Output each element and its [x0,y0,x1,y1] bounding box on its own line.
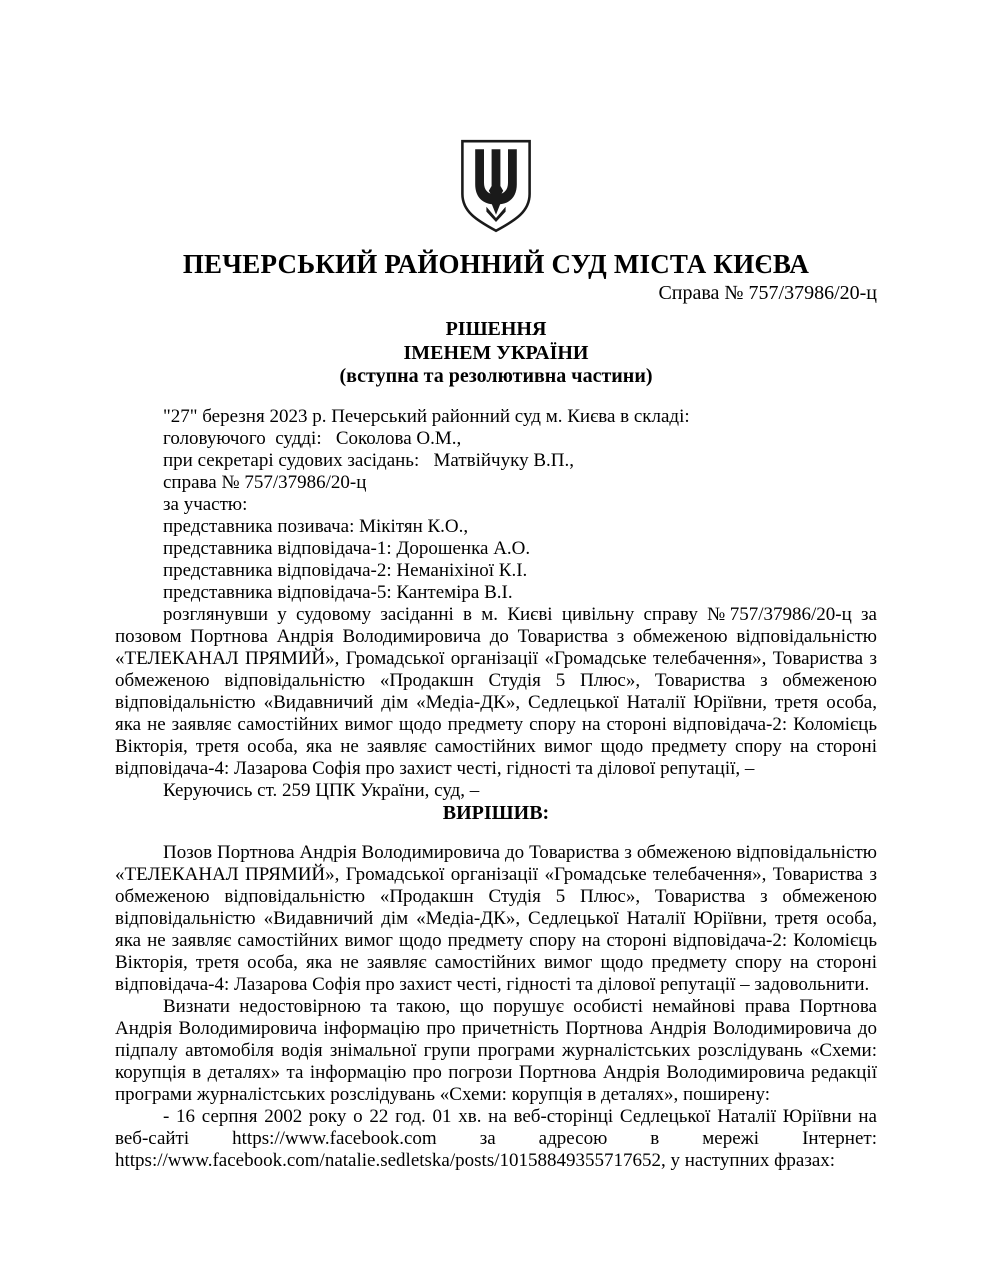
decision-subtitle: ІМЕНЕМ УКРАЇНИ [403,341,589,364]
decision-note: (вступна та резолютивна частини) [339,365,653,387]
intro-line-judge: головуючого судді: Соколова О.М., [163,427,462,449]
intro-line-plaintiff-rep: представника позивача: Мікітян К.О., [163,515,469,537]
considered-paragraph: розглянувши у судовому засіданні в м. Києві цивільну справу №757/37986/20-ц за позовом Портнова Андрія Володимировича до Товариства з обмеженою відповідальністю «ТЕЛЕКАНАЛ ПРЯМИЙ», Громадської організації «Громадське телебачення», Товариства з обмеженою відповідальністю «Продакшн Студія 5 Плюс», Товариства з обмеженою відповідальністю «Видавничий дім «Медіа-ДК», Седлецької Наталії Юріївни, третя особа, яка не заявляє самостійних вимог щодо предмету спору на стороні відповідача-2: Коломієць Вікторія, третя особа, яка не заявляє самостійних вимог щодо предмету спору на стороні відповідача-4: Лазарова Софія про захист честі, гідності та ділової репутації, – [115,603,877,779]
intro-line-secretary: при секретарі судових засідань: Матвійчуку В.П., [163,449,574,471]
emblem-container [115,138,877,239]
court-name-title: ПЕЧЕРСЬКИЙ РАЙОННИЙ СУД МІСТА КИЄВА [182,249,810,279]
resolved-paragraph-publication: - 16 серпня 2002 року о 22 год. 01 хв. на веб-сторінці Седлецької Наталії Юріївни на веб-сайті https://www.facebook.com за адресою в мережі Інтернет: https://www.facebook.com/natalie.sedletska/posts/10158849355717652, у наступних фразах: [115,1105,877,1171]
intro-line-defendant5-rep: представника відповідача-5: Кантеміра В.І. [163,581,513,603]
case-intro-block [115,406,877,604]
resolved-paragraph-claim: Позов Портнова Андрія Володимировича до Товариства з обмеженою відповідальністю «ТЕЛЕКАНАЛ ПРЯМИЙ», Громадської організації «Громадське телебачення», Товариства з обмеженою відповідальністю «Продакшн Студія 5 Плюс», Товариства з обмеженою відповідальністю «Видавничий дім «Медіа-ДК», Седлецької Наталії Юріївни, третя особа, яка не заявляє самостійних вимог щодо предмету спору на стороні відповідача-2: Коломієць Вікторія, третя особа, яка не заявляє самостійних вимог щодо предмету спору на стороні відповідача-4: Лазарова Софія про захист честі, гідності та ділової репутації – задовольнити. [115,841,877,995]
intro-line-date-court: "27" березня 2023 р. Печерський районний суд м. Києва в складі: [163,405,690,427]
case-number: Справа № 757/37986/20-ц [658,282,877,304]
intro-line-defendant1-rep: представника відповідача-1: Дорошенка А.О. [163,537,531,559]
resolved-heading: ВИРІШИВ: [442,801,550,824]
decision-title: РІШЕННЯ [445,318,547,340]
intro-line-defendant2-rep: представника відповідача-2: Неманіхіної К.І. [163,559,528,581]
decision-heading [115,318,877,389]
guided-by-line: Керуючись ст. 259 ЦПК України, суд, – [163,779,480,801]
intro-line-participation: за участю: [163,493,248,515]
intro-line-case-number: справа № 757/37986/20-ц [163,471,367,493]
ukraine-trident-coat-of-arms-icon [455,138,537,234]
resolved-paragraph-recognize: Визнати недостовірною та такою, що порушує особисті немайнові права Портнова Андрія Володимировича інформацію про причетність Портнова Андрія Володимировича до підпалу автомобіля водія знімальної групи програми журналістських розслідувань «Схеми: корупція в деталях» та інформацію про погрози Портнова Андрія Володимировича редакції програми журналістських розслідувань «Схеми: корупція в деталях», поширену: [115,995,877,1105]
